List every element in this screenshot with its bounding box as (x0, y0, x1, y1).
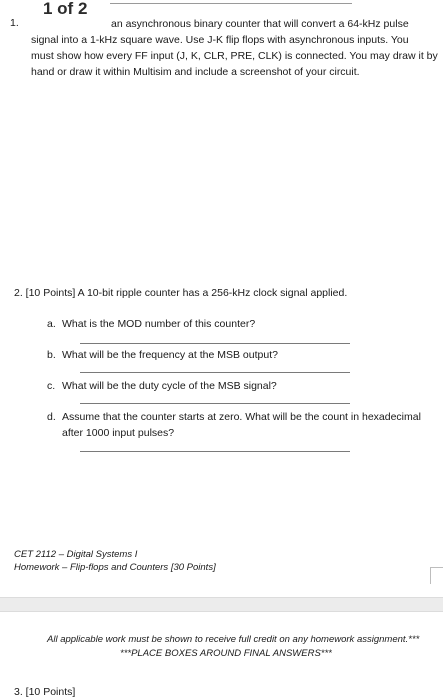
notice-line-2: ***PLACE BOXES AROUND FINAL ANSWERS*** (120, 648, 332, 659)
footer-course-title: CET 2112 – Digital Systems I (14, 549, 138, 560)
question-1-number: 1. (10, 17, 19, 29)
page-corner-mark (430, 567, 443, 568)
page-indicator: 1 of 2 (43, 0, 88, 18)
answer-line-2c[interactable] (80, 403, 350, 404)
question-2-title: 2. [10 Points] A 10-bit ripple counter has a 256-kHz clock signal applied. (14, 287, 348, 299)
question-1-line: hand or draw it within Multisim and include a screenshot of your circuit. (31, 66, 360, 78)
question-1-line: an asynchronous binary counter that will convert a 64-kHz pulse (111, 18, 409, 30)
question-2a-label: a. (47, 318, 56, 330)
question-2d-label: d. (47, 411, 56, 423)
answer-line-2b[interactable] (80, 372, 350, 373)
question-1-line: must show how every FF input (J, K, CLR, PRE, CLK) is connected. You may draw it by (31, 50, 438, 62)
question-2d-text-continued: after 1000 input pulses? (62, 427, 175, 439)
top-rule (110, 3, 352, 4)
page-corner-mark (430, 567, 431, 584)
notice-line-1: All applicable work must be shown to receive full credit on any homework assignment.*** (47, 634, 420, 645)
question-3-title: 3. [10 Points] (14, 686, 76, 698)
page-separator (0, 597, 443, 612)
answer-line-2a[interactable] (80, 343, 350, 344)
question-2b-label: b. (47, 349, 56, 361)
footer-homework-title: Homework – Flip-flops and Counters [30 Points] (14, 562, 216, 573)
answer-line-2d[interactable] (80, 451, 350, 452)
question-2a-text: What is the MOD number of this counter? (62, 318, 256, 330)
question-2c-label: c. (47, 380, 56, 392)
question-2c-text: What will be the duty cycle of the MSB signal? (62, 380, 277, 392)
question-1-line: signal into a 1-kHz square wave. Use J-K flip flops with asynchronous inputs. You (31, 34, 409, 46)
question-2b-text: What will be the frequency at the MSB output? (62, 349, 278, 361)
question-2d-text: Assume that the counter starts at zero. What will be the count in hexadecimal (62, 411, 421, 423)
